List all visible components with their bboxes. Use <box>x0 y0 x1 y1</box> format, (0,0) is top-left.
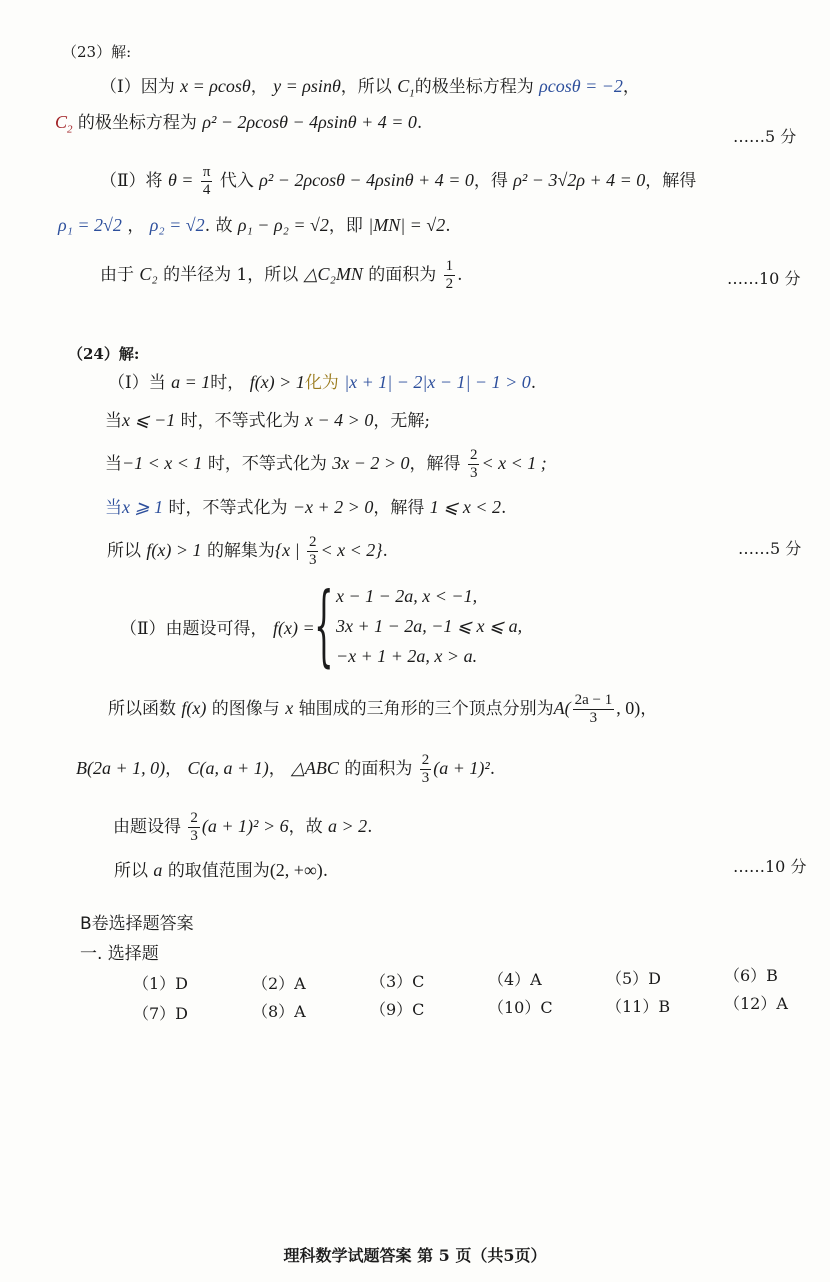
fraction: $\frac{2a - 1}{3}$ <box>574 692 613 726</box>
text: 的极坐标方程为 <box>77 113 197 133</box>
piecewise-function <box>314 573 564 676</box>
text: 时，不等式化为 <box>180 411 300 431</box>
q23-part1-line: （Ⅰ）因为 x = ρcosθ， y = ρsinθ，所以 $C_1$的极坐标方程为 ρcosθ = −2， <box>100 76 640 100</box>
part-label: （Ⅱ）将 <box>100 171 163 191</box>
answer-item: （12）A <box>724 994 788 1013</box>
condition: x ⩾ 1 <box>122 497 164 517</box>
q24-area-line: B(2a + 1, 0)， C(a, a + 1)， △ABC 的面积为 $\frac{2}{3}$ (a + 1)². <box>76 752 496 786</box>
interval: (2, +∞) <box>269 860 323 880</box>
text: 代入 <box>219 171 254 191</box>
text: ，解得 <box>409 454 461 474</box>
point-b: B(2a + 1, 0) <box>76 758 166 778</box>
q24-condition-line: 由题设得 $\frac{2}{3}$ (a + 1)² > 6，故 a > 2. <box>113 810 373 844</box>
curve-c1: $C_1$ <box>397 76 415 100</box>
equation: ρ² − 2ρcosθ − 4ρsinθ + 4 = 0 <box>259 170 474 190</box>
text: 的面积为 <box>344 759 413 779</box>
equation: ρ² − 2ρcosθ − 4ρsinθ + 4 = 0 <box>202 112 417 132</box>
part-label: （Ⅰ）当 <box>108 373 166 393</box>
expression: (a + 1)² <box>433 758 490 778</box>
condition: −1 < x < 1 <box>122 453 203 473</box>
equation: ρ₁ − ρ₂ = √2 <box>237 215 329 235</box>
set-open: {x | <box>274 540 300 560</box>
fraction: $\frac{2}{3}$ <box>469 447 478 481</box>
inequality: 3x − 2 > 0 <box>332 453 410 473</box>
q24-part2-line <box>120 618 315 639</box>
set-close: < x < 2} <box>320 540 383 560</box>
curve-c2: $C_2$ <box>55 112 73 136</box>
equation: ρ₂ = √2 <box>149 215 205 235</box>
page-footer: 理科数学试题答案 第 5 页（共5页） <box>283 1246 547 1265</box>
fraction: $\frac{2}{3}$ <box>421 752 430 786</box>
variable: a <box>153 860 163 880</box>
text: 的半径为 1，所以 <box>163 265 299 285</box>
text: ，解得 <box>645 171 697 191</box>
answer-item: （4）A <box>488 970 542 989</box>
answer-item: （7）D <box>133 1004 189 1023</box>
fraction: $\frac{\pi}{4}$ <box>202 164 211 198</box>
text: 由于 <box>100 265 134 285</box>
equation: f(x) <box>181 698 207 718</box>
text: ，无解; <box>373 411 431 431</box>
curve-c2: C₂ <box>139 264 158 284</box>
triangle: △C₂MN <box>303 264 363 284</box>
equation: ρ₁ = 2√2 <box>58 215 122 235</box>
q23-area-line: 由于 C₂ 的半径为 1，所以 △C₂MN 的面积为 $\frac{1}{2}$ . <box>100 258 463 292</box>
equation: y = ρsinθ <box>273 76 341 96</box>
point-a: A( <box>553 698 571 718</box>
point-c: C(a, a + 1) <box>187 758 269 778</box>
text: 所以函数 <box>108 699 176 719</box>
solution: 1 ⩽ x < 2 <box>429 497 501 517</box>
text: 所以 <box>107 541 141 561</box>
q24-part1-line: （Ⅰ）当 a = 1时， f(x) > 1化为 |x + 1| − 2|x − 1| − 1 > 0. <box>108 372 537 393</box>
inequality: x − 4 > 0 <box>305 410 374 430</box>
text: ，所以 <box>340 77 392 97</box>
equation: f(x) = <box>272 618 315 638</box>
text: 的面积为 <box>368 265 437 285</box>
answer-item: （11）B <box>606 997 671 1016</box>
equation: f(x) > 1 <box>146 540 202 560</box>
fraction: $\frac{2}{3}$ <box>190 810 198 844</box>
equation: |MN| = √2 <box>368 215 446 235</box>
text: ，解得 <box>373 498 425 518</box>
b-section-subtitle: 一. 选择题 <box>80 944 159 964</box>
answer-item: （1）D <box>133 974 189 993</box>
text: 化为 <box>304 373 339 393</box>
text: 所以 <box>114 861 148 881</box>
text: 由题设得 <box>113 817 181 837</box>
piece-row: −x + 1 + 2a, x > a. <box>336 646 478 666</box>
text: ，故 <box>288 817 323 837</box>
score-mark: ……5 分 <box>733 127 797 146</box>
inequality: |x + 1| − 2|x − 1| − 1 > 0 <box>344 372 531 392</box>
equation: ρ² − 3√2ρ + 4 = 0 <box>513 170 646 190</box>
part-label: （Ⅱ）由题设可得， <box>120 619 268 639</box>
text: 的解集为 <box>206 541 275 561</box>
text: 的极坐标方程为 <box>414 77 534 97</box>
point-a: , 0) <box>616 698 641 718</box>
text: 当 <box>105 498 122 518</box>
score-mark: ……5 分 <box>738 539 802 558</box>
equation: ρcosθ = −2 <box>539 76 623 96</box>
score-mark: ……10 分 <box>733 857 807 876</box>
q24-range-line: 所以 a 的取值范围为(2, +∞). <box>114 860 329 881</box>
q24-case3-line: 当x ⩾ 1 时，不等式化为 −x + 2 > 0，解得 1 ⩽ x < 2. <box>105 497 507 518</box>
q24-vertices-line: 所以函数 f(x) 的图像与 x 轴围成的三角形的三个顶点分别为A( $\frac{2a - 1}{3}$ , 0)， <box>108 692 658 726</box>
answer-item: （3）C <box>370 972 425 991</box>
condition: x ⩽ −1 <box>122 410 176 430</box>
answer-item: （9）C <box>370 1000 425 1019</box>
triangle: △ABC <box>291 758 339 778</box>
text: . 故 <box>204 216 233 236</box>
text: 的取值范围为 <box>167 861 270 881</box>
answer-item: （8）A <box>252 1002 306 1021</box>
q23-c2-line: $C_2$ 的极坐标方程为 ρ² − 2ρcosθ − 4ρsinθ + 4 = 0. <box>55 112 423 136</box>
text: 时，不等式化为 <box>168 498 288 518</box>
variable: x <box>285 698 294 718</box>
text: 时，不等式化为 <box>207 454 327 474</box>
text: ，得 <box>473 171 508 191</box>
fraction: $\frac{1}{2}$ <box>445 258 454 292</box>
q24-solution-set-line: 所以 f(x) > 1 的解集为{x | $\frac{2}{3}$ < x < 2}. <box>107 534 388 568</box>
text: 的图像与 <box>211 699 280 719</box>
b-section-title: B卷选择题答案 <box>80 914 194 934</box>
equation: a = 1 <box>171 372 211 392</box>
answer-item: （5）D <box>606 969 662 988</box>
equation: θ = <box>167 170 194 190</box>
q23-roots-line: ρ₁ = 2√2 ， ρ₂ = √2. 故 ρ₁ − ρ₂ = √2，即 |MN| = √2. <box>58 215 451 236</box>
inequality: (a + 1)² > 6 <box>201 816 289 836</box>
answer-item: （10）C <box>488 998 553 1017</box>
equation: x = ρcosθ <box>180 76 251 96</box>
inequality: −x + 2 > 0 <box>292 497 374 517</box>
q24-case1-line <box>105 410 430 431</box>
equation: f(x) > 1 <box>249 372 305 392</box>
q24-case2-line <box>105 443 547 483</box>
answer-item: （2）A <box>252 974 306 993</box>
answer-item: （6）B <box>724 966 778 985</box>
brace-glyph: { <box>314 573 334 676</box>
piece-row: 3x + 1 − 2a, −1 ⩽ x ⩽ a, <box>336 616 523 636</box>
part-label: （Ⅰ）因为 <box>100 77 175 97</box>
text: 轴围成的三角形的三个顶点分别为 <box>298 699 554 719</box>
text: 当 <box>105 411 122 431</box>
q23-part2-line <box>100 160 696 200</box>
fraction: $\frac{2}{3}$ <box>308 534 317 568</box>
piece-row: x − 1 − 2a, x < −1, <box>336 586 478 606</box>
solution: a > 2 <box>328 816 368 836</box>
q23-header: （23）解: <box>62 43 132 61</box>
text: 时， <box>210 373 245 393</box>
score-mark: ……10 分 <box>727 269 801 288</box>
text: ，即 <box>328 216 363 236</box>
inequality: < x < 1 ; <box>481 453 547 473</box>
q24-header: （24）解: <box>68 345 140 363</box>
text: 当 <box>105 454 122 474</box>
